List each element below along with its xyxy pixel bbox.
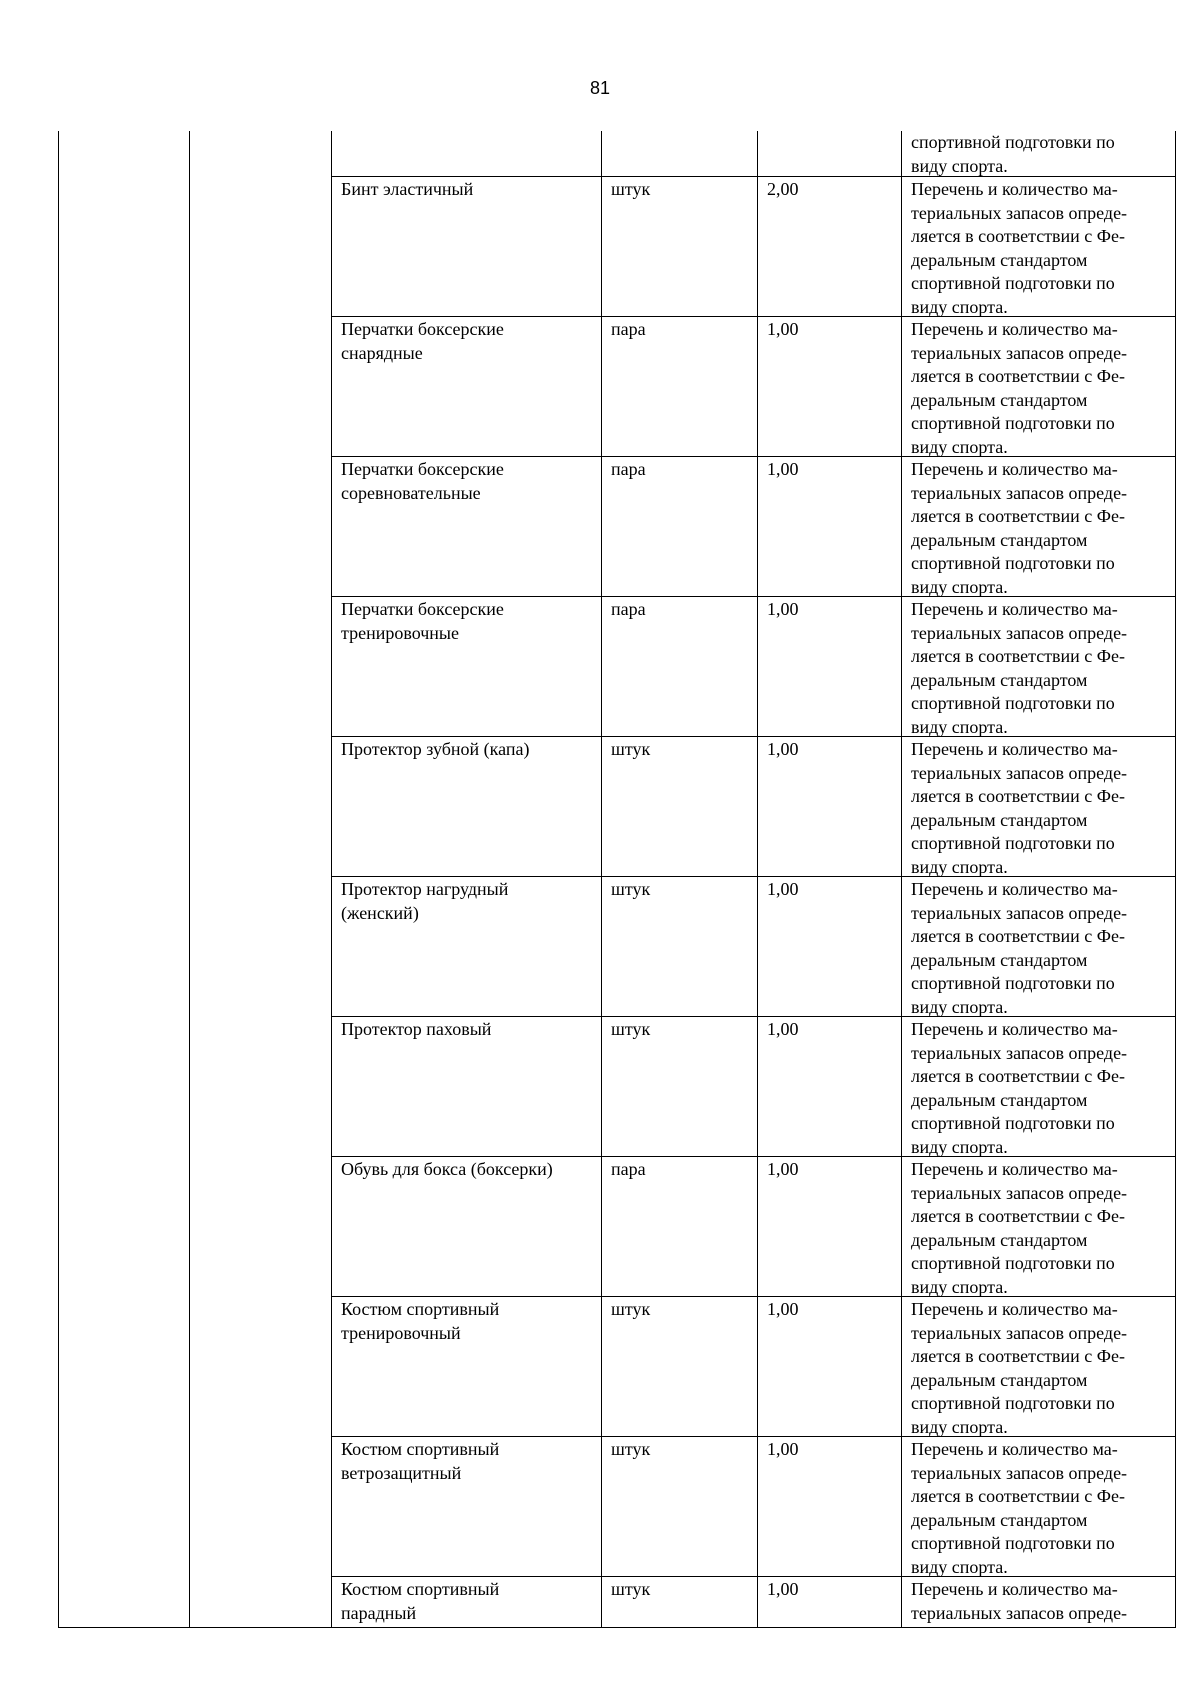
quantity-cell: 1,00 <box>767 1299 799 1319</box>
row-divider <box>331 1296 1175 1297</box>
row-divider <box>331 1576 1175 1577</box>
unit-cell: штук <box>611 1439 651 1459</box>
quantity-cell: 1,00 <box>767 1159 799 1179</box>
note-cell: Перечень и количество ма- териальных запасов опреде- ляется в соответствии с Фе- деральным стандартом спортивной подготовки по виду спорта. <box>911 319 1128 457</box>
note-cell: Перечень и количество ма- териальных запасов опреде- ляется в соответствии с Фе- деральным стандартом спортивной подготовки по виду спорта. <box>911 1299 1128 1437</box>
item-name-cell: Протектор зубной (капа) <box>341 739 530 759</box>
item-name-cell: Костюм спортивный парадный <box>341 1579 500 1623</box>
note-cell: Перечень и количество ма- териальных запасов опреде- <box>911 1579 1128 1623</box>
note-cell: Перечень и количество ма- териальных запасов опреде- ляется в соответствии с Фе- деральным стандартом спортивной подготовки по виду спорта. <box>911 599 1128 737</box>
column-divider <box>901 131 902 1627</box>
unit-cell: штук <box>611 179 651 199</box>
note-cell: Перечень и количество ма- териальных запасов опреде- ляется в соответствии с Фе- деральным стандартом спортивной подготовки по виду спорта. <box>911 179 1128 317</box>
item-name-cell: Бинт эластичный <box>341 179 474 199</box>
item-name-cell: Костюм спортивный ветрозащитный <box>341 1439 500 1483</box>
row-divider <box>331 876 1175 877</box>
quantity-cell: 1,00 <box>767 599 799 619</box>
note-cell: Перечень и количество ма- териальных запасов опреде- ляется в соответствии с Фе- деральным стандартом спортивной подготовки по виду спорта. <box>911 1159 1128 1297</box>
unit-cell: штук <box>611 1019 651 1039</box>
column-divider <box>757 131 758 1627</box>
quantity-cell: 1,00 <box>767 1019 799 1039</box>
row-divider <box>331 1016 1175 1017</box>
column-divider <box>601 131 602 1627</box>
quantity-cell: 1,00 <box>767 319 799 339</box>
note-cell: Перечень и количество ма- териальных запасов опреде- ляется в соответствии с Фе- деральным стандартом спортивной подготовки по виду спорта. <box>911 1439 1128 1577</box>
note-cell: Перечень и количество ма- териальных запасов опреде- ляется в соответствии с Фе- деральным стандартом спортивной подготовки по виду спорта. <box>911 1019 1128 1157</box>
unit-cell: пара <box>611 319 646 339</box>
note-cell: Перечень и количество ма- териальных запасов опреде- ляется в соответствии с Фе- деральным стандартом спортивной подготовки по виду спорта. <box>911 459 1128 597</box>
column-divider <box>189 131 190 1627</box>
continued-note-cell: спортивной подготовки по виду спорта. <box>911 132 1115 176</box>
item-name-cell: Обувь для бокса (боксерки) <box>341 1159 553 1179</box>
unit-cell: штук <box>611 1299 651 1319</box>
unit-cell: пара <box>611 599 646 619</box>
note-cell: Перечень и количество ма- териальных запасов опреде- ляется в соответствии с Фе- деральным стандартом спортивной подготовки по виду спорта. <box>911 879 1128 1017</box>
row-divider <box>331 316 1175 317</box>
quantity-cell: 1,00 <box>767 459 799 479</box>
item-name-cell: Протектор нагрудный (женский) <box>341 879 509 923</box>
row-divider <box>331 736 1175 737</box>
item-name-cell: Перчатки боксерские тренировочные <box>341 599 504 643</box>
column-divider <box>331 131 332 1627</box>
row-divider <box>331 596 1175 597</box>
quantity-cell: 1,00 <box>767 879 799 899</box>
unit-cell: пара <box>611 1159 646 1179</box>
unit-cell: штук <box>611 739 651 759</box>
materials-table <box>58 131 1176 1628</box>
quantity-cell: 2,00 <box>767 179 799 199</box>
unit-cell: штук <box>611 879 651 899</box>
quantity-cell: 1,00 <box>767 1579 799 1599</box>
unit-cell: штук <box>611 1579 651 1599</box>
page-number: 81 <box>589 78 611 98</box>
item-name-cell: Перчатки боксерские соревновательные <box>341 459 504 503</box>
note-cell: Перечень и количество ма- териальных запасов опреде- ляется в соответствии с Фе- деральным стандартом спортивной подготовки по виду спорта. <box>911 739 1128 877</box>
item-name-cell: Костюм спортивный тренировочный <box>341 1299 500 1343</box>
quantity-cell: 1,00 <box>767 739 799 759</box>
row-divider <box>331 176 1175 177</box>
item-name-cell: Перчатки боксерские снарядные <box>341 319 504 363</box>
unit-cell: пара <box>611 459 646 479</box>
quantity-cell: 1,00 <box>767 1439 799 1459</box>
row-divider <box>331 456 1175 457</box>
item-name-cell: Протектор паховый <box>341 1019 492 1039</box>
row-divider <box>331 1156 1175 1157</box>
row-divider <box>331 1436 1175 1437</box>
